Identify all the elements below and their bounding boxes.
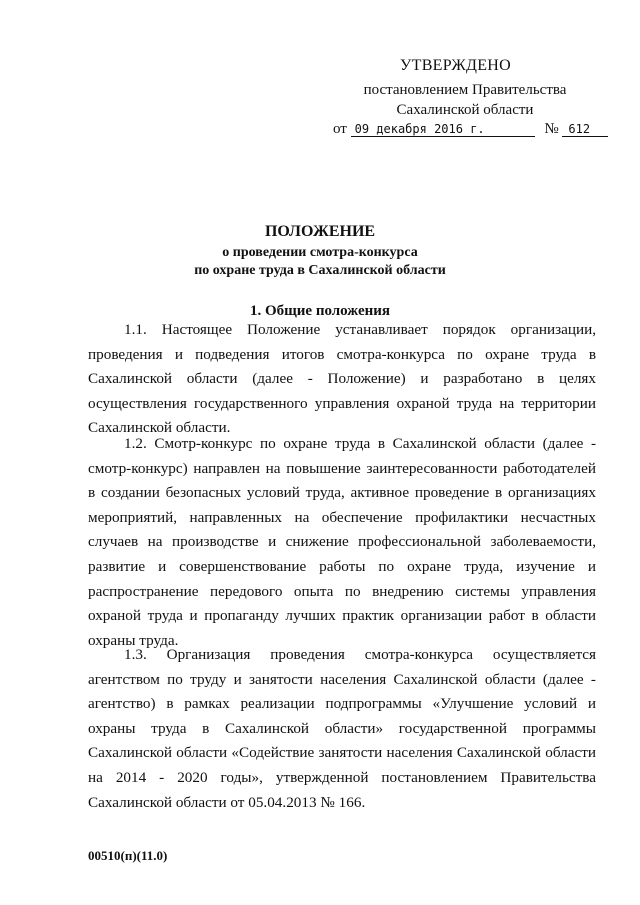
document-code: 00510(п)(11.0) xyxy=(88,848,168,863)
date-prefix: от xyxy=(333,121,347,137)
paragraph-1-2 xyxy=(88,432,596,653)
paragraph-text: 1.3. Организация проведения смотра-конкурса осуществляется агентством по труду и занятости населения Сахалинской области (далее - агентство) в рамках реализации подпрограммы «Улучшение условий и охраны труда в Сахалинской области» государственной программы Сахалинской области «Содействие занятости населения Сахалинской области на 2014 - 2020 годы», утвержденной постановлением Правительства Сахалинской области от 05.04.2013 № 166. xyxy=(88,646,596,811)
date-field: 09 декабря 2016 г. xyxy=(351,122,535,137)
paragraph-1-3 xyxy=(88,643,596,815)
section-heading: 1. Общие положения xyxy=(249,303,391,319)
number-sign: № xyxy=(544,121,559,137)
number-field: 612 xyxy=(562,122,608,137)
document-subtitle-line2: по охране труда в Сахалинской области xyxy=(194,263,446,278)
approval-authority-line1: постановлением Правительства xyxy=(363,82,567,98)
document-title: ПОЛОЖЕНИЕ xyxy=(264,223,376,240)
paragraph-text: 1.1. Настоящее Положение устанавливает порядок организации, проведения и подведения итогов смотра-конкурса по охране труда в Сахалинской области (далее - Положение) и разработано в целях осуществления государственного управления охраной труда на территории Сахалинской области. xyxy=(88,321,596,437)
paragraph-1-1 xyxy=(88,318,596,441)
approval-date-line xyxy=(333,121,608,138)
paragraph-text: 1.2. Смотр-конкурс по охране труда в Сахалинской области (далее - смотр-конкурс) направлен на повышение заинтересованности работодателей в создании безопасных условий труда, активное проведение в организациях мероприятий, направленных на обеспечение профилактики несчастных случаев на производстве и снижение профессиональной заболеваемости, развитие и совершенствование работы по охране труда, изучение и распространение передового опыта по внедрению системы управления охраной труда и пропаганду лучших практик организации работ в области охраны труда. xyxy=(88,435,596,649)
approval-stamp-title: УТВЕРЖДЕНО xyxy=(400,57,512,74)
approval-authority-line2: Сахалинской области xyxy=(396,102,534,118)
document-subtitle-line1: о проведении смотра-конкурса xyxy=(222,245,418,260)
